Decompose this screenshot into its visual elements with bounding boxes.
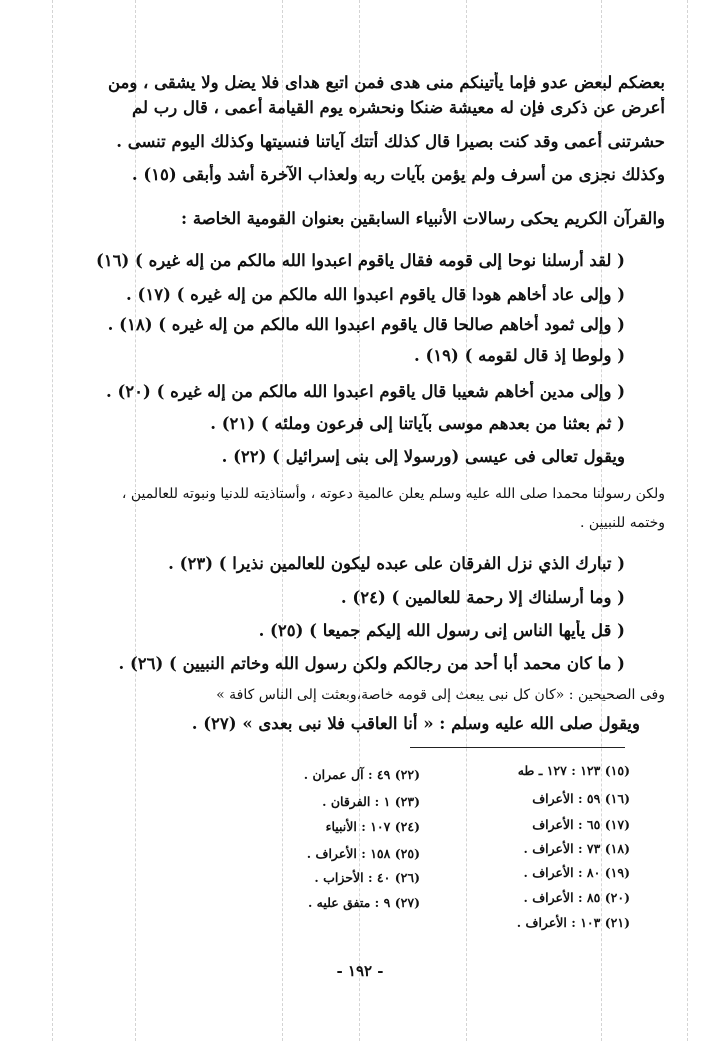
quran-verse-line: ( ما كان محمد أبا أحد من رجالكم ولكن رسول الله وخاتم النبيين ) (٢٦) . [118,654,625,673]
body-line: وكذلك نجزى من أسرف ولم يؤمن بآيات ربه ولعذاب الآخرة أشد وأبقى (١٥) . [131,165,665,184]
quran-verse-line: ( وإلى مدين أخاهم شعيبا قال ياقوم اعبدوا الله مالكم من إله غيره ) (٢٠) . [105,382,625,401]
footnote: (٢٣) ١ : الفرقان . [322,794,420,809]
footnote: (١٦) ٥٩ : الأعراف [532,791,630,806]
body-line: بعضكم لبعض عدو فإما يأتينكم منى هدى فمن اتبع هداى فلا يضل ولا يشقى ، ومن [107,73,665,92]
body-line: ولكن رسولنا محمدا صلى الله عليه وسلم يعلن عالمية دعوته ، وأستاذيته للدنيا ونبوته للعالمين ، [121,486,665,502]
footnote: (٢٤) ١٠٧ : الأنبياء [325,819,420,834]
footnote: (٢٠) ٨٥ : الأعراف . [523,890,630,905]
hadith-line: وفى الصحيحين : «كان كل نبى يبعث إلى قومه خاصة،وبعثت إلى الناس كافة » [216,687,665,703]
quran-verse-line: ( قل يأيها الناس إنى رسول الله إليكم جميعا ) (٢٥) . [258,621,625,640]
quran-verse-line: ( لقد أرسلنا نوحا إلى قومه فقال ياقوم اعبدوا الله مالكم من إله غيره ) (١٦) [95,251,625,270]
hadith-line: ويقول صلى الله عليه وسلم : « أنا العاقب فلا نبى بعدى » (٢٧) . [191,714,640,733]
body-line: وختمه للنبيين . [579,515,665,531]
body-line: والقرآن الكريم يحكى رسالات الأنبياء السابقين بعنوان القومية الخاصة : [180,209,665,228]
quran-verse-line: ( وما أرسلناك إلا رحمة للعالمين ) (٢٤) . [340,588,625,607]
page-number: - ١٩٢ - [336,962,384,980]
footnote-separator [410,747,625,748]
footnote: (١٩) ٨٠ : الأعراف . [523,865,630,880]
footnote: (١٥) ١٢٣ : ١٢٧ ـ طه [517,763,630,778]
quran-verse-line: ( تبارك الذي نزل الفرقان على عبده ليكون للعالمين نذيرا ) (٢٣) . [168,554,625,573]
footnote: (١٨) ٧٣ : الأعراف . [523,841,630,856]
footnote: (٢٧) ٩ : متفق عليه . [307,895,420,910]
quran-verse-line: ( ولوطا إذ قال لقومه ) (١٩) . [413,346,625,365]
footnote: (٢٦) ٤٠ : الأحزاب . [314,870,420,885]
footnote: (٢١) ١٠٣ : الأعراف . [516,915,630,930]
quran-verse-line: ويقول تعالى فى عيسى (ورسولا إلى بنى إسرائيل ) (٢٢) . [221,447,625,466]
body-line: أعرض عن ذكرى فإن له معيشة ضنكا ونحشره يوم القيامة أعمى ، قال رب لم [131,98,665,117]
quran-verse-line: ( وإلى ثمود أخاهم صالحا قال ياقوم اعبدوا الله مالكم من إله غيره ) (١٨) . [107,315,625,334]
footnote: (٢٢) ٤٩ : آل عمران . [303,767,420,782]
quran-verse-line: ( ثم بعثنا من بعدهم موسى بآياتنا إلى فرعون وملئه ) (٢١) . [210,414,625,433]
quran-verse-line: ( وإلى عاد أخاهم هودا قال ياقوم اعبدوا الله مالكم من إله غيره ) (١٧) . [126,285,625,304]
body-line: حشرتنى أعمى وقد كنت بصيرا قال كذلك أتتك آياتنا فنسيتها وكذلك اليوم تنسى . [116,132,665,151]
footnote: (١٧) ٦٥ : الأعراف [532,817,630,832]
footnote: (٢٥) ١٥٨ : الأعراف . [306,846,420,861]
